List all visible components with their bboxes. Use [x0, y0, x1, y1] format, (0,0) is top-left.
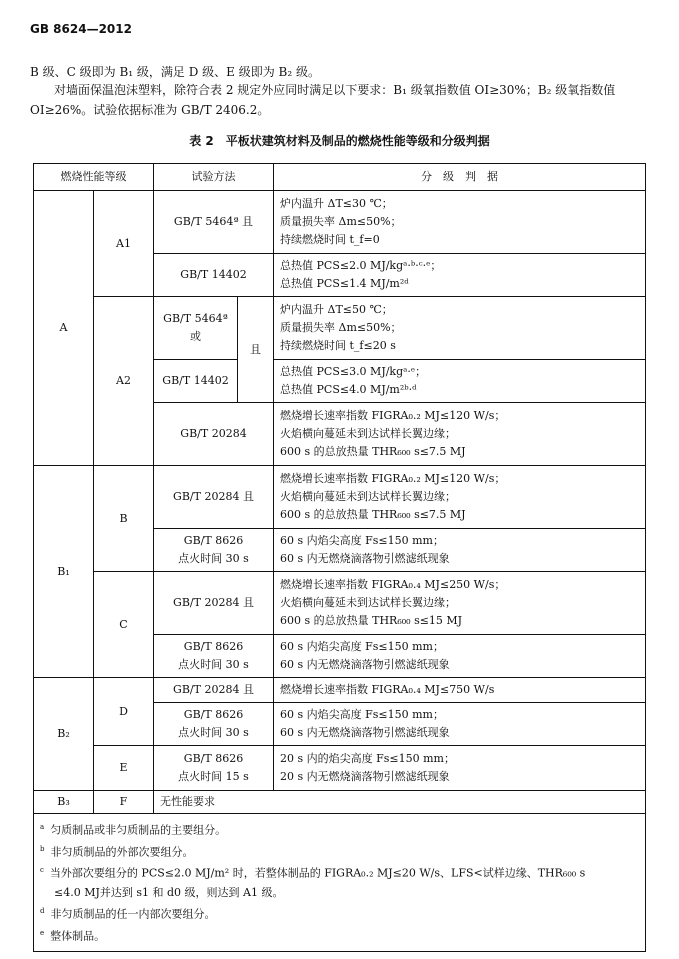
- method-cell: GB/T 8626 点火时间 15 s: [154, 746, 274, 791]
- table-row: [34, 746, 646, 791]
- criteria-cell: 燃烧增长速率指数 FIGRA₀.₄ MJ≤750 W/s: [274, 678, 646, 703]
- criteria-cell: 60 s 内焰尖高度 Fs≤150 mm； 60 s 内无燃烧滴落物引燃滤纸现象: [274, 529, 646, 572]
- subclass-a1: A1: [94, 191, 154, 297]
- criteria-cell: 无性能要求: [154, 791, 646, 814]
- method-cell: GB/T 8626 点火时间 30 s: [154, 529, 274, 572]
- table-row: [34, 678, 646, 703]
- method-cell: GB/T 14402: [154, 254, 274, 297]
- subclass-b: B: [94, 466, 154, 572]
- class-b2: B₂: [34, 678, 94, 791]
- criteria-cell: 总热值 PCS≤3.0 MJ/kgᵃ·ᵉ； 总热值 PCS≤4.0 MJ/m²ᵇ·ᵈ: [274, 360, 646, 403]
- subclass-c: C: [94, 572, 154, 678]
- footnote-continuation: ≤4.0 MJ并达到 s1 和 d0 级，则达到 A1 级。: [54, 885, 284, 899]
- method-cell: GB/T 20284 且: [154, 572, 274, 635]
- method-cell: GB/T 5464ª 且: [154, 191, 274, 254]
- footnote: $^e$ 整体制品。: [40, 928, 106, 943]
- header-criteria: 分 级 判 据: [274, 164, 646, 191]
- table-row: [34, 191, 646, 254]
- subclass-a2: A2: [94, 297, 154, 466]
- method-cell: GB/T 14402: [154, 360, 238, 403]
- criteria-cell: 燃烧增长速率指数 FIGRA₀.₄ MJ≤250 W/s； 火焰横向蔓延未到达试样长翼边缘； 600 s 的总放热量 THR₆₀₀ s≤15 MJ: [274, 572, 646, 635]
- footnote: $^d$ 非匀质制品的任一内部次要组分。: [40, 906, 216, 921]
- table-row: [34, 572, 646, 635]
- class-a: A: [34, 191, 94, 466]
- method-cell: GB/T 8626 点火时间 30 s: [154, 703, 274, 746]
- footnote: $^a$ 匀质制品或非匀质制品的主要组分。: [40, 823, 227, 837]
- method-cell: GB/T 20284 且: [154, 678, 274, 703]
- table-caption: 表 2 平板状建筑材料及制品的燃烧性能等级和分级判据: [189, 134, 490, 148]
- table-row: [34, 297, 646, 360]
- subclass-f: F: [94, 791, 154, 814]
- table-row: [34, 466, 646, 529]
- subclass-d: D: [94, 678, 154, 746]
- criteria-cell: 燃烧增长速率指数 FIGRA₀.₂ MJ≤120 W/s； 火焰横向蔓延未到达试样长翼边缘； 600 s 的总放热量 THR₆₀₀ s≤7.5 MJ: [274, 466, 646, 529]
- header-grade: 燃烧性能等级: [34, 164, 154, 191]
- criteria-cell: 总热值 PCS≤2.0 MJ/kgᵃ·ᵇ·ᶜ·ᵉ； 总热值 PCS≤1.4 MJ/m²ᵈ: [274, 254, 646, 297]
- and-connector: 且: [238, 297, 274, 403]
- footnotes-cell: [34, 814, 646, 952]
- table-header-row: [34, 164, 646, 191]
- method-cell: GB/T 20284 且: [154, 466, 274, 529]
- class-b3: B₃: [34, 791, 94, 814]
- method-cell: GB/T 5464ª 或: [154, 297, 238, 360]
- method-cell: GB/T 8626 点火时间 30 s: [154, 635, 274, 678]
- standard-header: GB 8624—2012: [30, 22, 132, 36]
- paragraph-grade-mapping: B 级、C 级即为 B₁ 级，满足 D 级、E 级即为 B₂ 级。: [30, 65, 320, 79]
- criteria-cell: 燃烧增长速率指数 FIGRA₀.₂ MJ≤120 W/s； 火焰横向蔓延未到达试样长翼边缘； 600 s 的总放热量 THR₆₀₀ s≤7.5 MJ: [274, 403, 646, 466]
- header-method: 试验方法: [154, 164, 274, 191]
- classification-table: [33, 163, 646, 952]
- method-cell: GB/T 20284: [154, 403, 274, 466]
- paragraph-oxygen-index: 对墙面保温泡沫塑料，除符合表 2 规定外应同时满足以下要求：B₁ 级氧指数值 OI≥30%；B₂ 级氧指数值 OI≥26%。试验依据标准为 GB/T 2406.2。: [30, 83, 616, 117]
- table-row: [34, 791, 646, 814]
- criteria-cell: 20 s 内的焰尖高度 Fs≤150 mm； 20 s 内无燃烧滴落物引燃滤纸现象: [274, 746, 646, 791]
- criteria-cell: 炉内温升 ΔT≤30 ℃； 质量损失率 Δm≤50%； 持续燃烧时间 t_f=0: [274, 191, 646, 254]
- criteria-cell: 60 s 内焰尖高度 Fs≤150 mm； 60 s 内无燃烧滴落物引燃滤纸现象: [274, 703, 646, 746]
- footnote: $^c$ 当外部次要组分的 PCS≤2.0 MJ/m² 时，若整体制品的 FIGRA₀.₂ MJ≤20 W/s、LFS<试样边缘、THR₆₀₀ s: [40, 866, 586, 880]
- criteria-cell: 炉内温升 ΔT≤50 ℃； 质量损失率 Δm≤50%； 持续燃烧时间 t_f≤20 s: [274, 297, 646, 360]
- subclass-e: E: [94, 746, 154, 791]
- criteria-cell: 60 s 内焰尖高度 Fs≤150 mm； 60 s 内无燃烧滴落物引燃滤纸现象: [274, 635, 646, 678]
- table-footnotes: [34, 814, 646, 952]
- class-b1: B₁: [34, 466, 94, 678]
- footnote: $^b$ 非匀质制品的外部次要组分。: [40, 844, 194, 859]
